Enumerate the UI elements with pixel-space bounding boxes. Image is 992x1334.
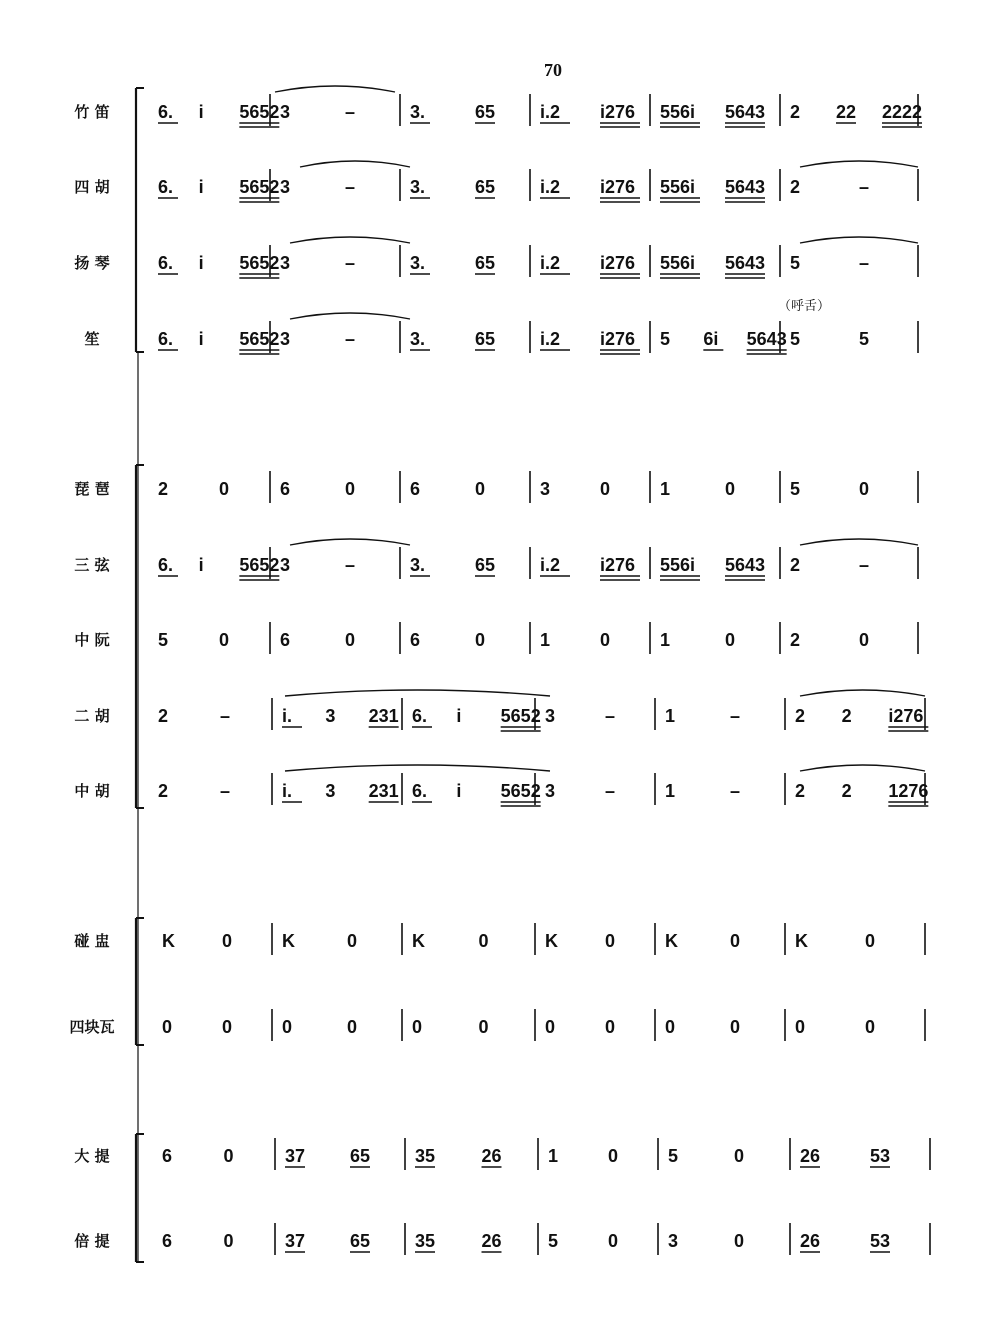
- note-group: 1: [665, 781, 676, 801]
- note-group: 22: [836, 102, 857, 122]
- note-group: 6.: [158, 177, 174, 197]
- note-group: 26: [800, 1146, 821, 1166]
- note-group: 0: [795, 1017, 806, 1037]
- slur: [800, 690, 925, 696]
- staff-row: [74, 1223, 930, 1255]
- note-group: –: [345, 329, 356, 349]
- note-group: i.: [282, 706, 293, 726]
- note-group: i.2: [540, 177, 561, 197]
- note-group: 65: [475, 102, 496, 122]
- note-group: 5652: [500, 781, 541, 801]
- slur: [300, 161, 410, 167]
- note-group: 2: [158, 781, 169, 801]
- note-group: 5: [790, 329, 801, 349]
- note-group: 1: [665, 706, 676, 726]
- slur: [275, 86, 395, 92]
- note-group: 6.: [158, 253, 174, 273]
- note-group: 0: [865, 931, 876, 951]
- note-group: 0: [347, 1017, 358, 1037]
- note-group: –: [345, 102, 356, 122]
- note-group: 231: [368, 781, 399, 801]
- note-group: 5652: [500, 706, 541, 726]
- slur: [285, 765, 550, 771]
- staff-row: [74, 773, 928, 806]
- note-group: 5643: [725, 253, 766, 273]
- note-group: 6: [162, 1146, 173, 1166]
- note-group: 0: [730, 1017, 741, 1037]
- note-group: 231: [368, 706, 399, 726]
- note-group: –: [605, 781, 616, 801]
- note-group: 6.: [158, 102, 174, 122]
- note-group: 3: [280, 555, 291, 575]
- instrument-label: 竹 笛: [74, 103, 110, 121]
- note-group: 0: [608, 1146, 619, 1166]
- note-group: 5652: [239, 329, 280, 349]
- note-group: 65: [350, 1231, 371, 1251]
- note-group: 53: [870, 1231, 891, 1251]
- note-group: i.2: [540, 253, 561, 273]
- staff-row: [74, 698, 928, 731]
- staff-row: [74, 169, 918, 202]
- note-group: i: [198, 102, 204, 122]
- note-group: 1276: [888, 781, 929, 801]
- note-group: 1: [660, 479, 671, 499]
- note-group: 6: [280, 479, 291, 499]
- note-group: i276: [600, 329, 636, 349]
- slur: [800, 161, 918, 167]
- note-group: i: [198, 329, 204, 349]
- note-group: 0: [600, 630, 611, 650]
- slur: [290, 237, 410, 243]
- note-group: 2: [841, 706, 852, 726]
- note-group: 53: [870, 1146, 891, 1166]
- note-group: 3: [540, 479, 551, 499]
- instrument-label: 二 胡: [74, 707, 110, 725]
- instrument-label: 四 胡: [74, 178, 110, 196]
- note-group: 556i: [660, 253, 696, 273]
- staff-row: [74, 622, 918, 654]
- note-group: K: [162, 931, 175, 951]
- note-group: 5652: [239, 177, 280, 197]
- note-group: –: [859, 253, 870, 273]
- note-group: 6.: [412, 706, 428, 726]
- note-group: 0: [734, 1146, 745, 1166]
- note-group: 5643: [725, 102, 766, 122]
- note-group: –: [220, 781, 231, 801]
- note-group: 0: [475, 630, 486, 650]
- note-group: 0: [725, 630, 736, 650]
- note-group: 556i: [660, 177, 696, 197]
- staff-row: [74, 1138, 930, 1170]
- note-group: 0: [162, 1017, 173, 1037]
- note-group: 35: [415, 1231, 436, 1251]
- note-group: 6: [410, 630, 421, 650]
- tongue-annotation: （呼舌）: [778, 299, 831, 314]
- note-group: –: [345, 177, 356, 197]
- note-group: 1: [540, 630, 551, 650]
- instrument-label: 三 弦: [74, 556, 110, 574]
- note-group: 0: [223, 1146, 234, 1166]
- note-group: 0: [478, 931, 489, 951]
- note-group: 0: [730, 931, 741, 951]
- note-group: 556i: [660, 555, 696, 575]
- note-group: i: [198, 253, 204, 273]
- note-group: 0: [859, 479, 870, 499]
- note-group: 37: [285, 1231, 306, 1251]
- note-group: K: [795, 931, 808, 951]
- note-group: 0: [605, 1017, 616, 1037]
- instrument-label: 琵 琶: [74, 480, 110, 498]
- note-group: 2: [841, 781, 852, 801]
- note-group: 5: [790, 253, 801, 273]
- staff-rows: [69, 86, 930, 1255]
- instrument-label: 碰 盅: [74, 932, 110, 950]
- slur: [290, 539, 410, 545]
- staff-row: [74, 94, 922, 127]
- note-group: 26: [481, 1146, 502, 1166]
- note-group: 3: [280, 253, 291, 273]
- note-group: 37: [285, 1146, 306, 1166]
- note-group: 65: [475, 329, 496, 349]
- page-number: 70: [544, 60, 562, 80]
- note-group: 2: [790, 177, 801, 197]
- instrument-label: 中 胡: [74, 782, 110, 800]
- note-group: i: [456, 781, 462, 801]
- note-group: i276: [600, 177, 636, 197]
- note-group: 6: [280, 630, 291, 650]
- note-group: K: [665, 931, 678, 951]
- note-group: 6i: [703, 329, 719, 349]
- note-group: 3.: [410, 329, 426, 349]
- note-group: –: [859, 555, 870, 575]
- note-group: 26: [481, 1231, 502, 1251]
- note-group: i.2: [540, 102, 561, 122]
- note-group: 3: [280, 177, 291, 197]
- note-group: –: [730, 706, 741, 726]
- note-group: i: [456, 706, 462, 726]
- slur: [800, 765, 925, 771]
- note-group: –: [730, 781, 741, 801]
- note-group: 0: [478, 1017, 489, 1037]
- note-group: K: [412, 931, 425, 951]
- note-group: 35: [415, 1146, 436, 1166]
- slur: [285, 690, 550, 696]
- note-group: 0: [545, 1017, 556, 1037]
- note-group: 0: [222, 1017, 233, 1037]
- note-group: 3.: [410, 102, 426, 122]
- note-group: 5652: [239, 555, 280, 575]
- note-group: 0: [475, 479, 486, 499]
- note-group: 65: [350, 1146, 371, 1166]
- instrument-label: 中 阮: [74, 631, 110, 649]
- note-group: K: [545, 931, 558, 951]
- instrument-label: 笙: [84, 330, 100, 348]
- note-group: i276: [600, 555, 636, 575]
- note-group: 3: [280, 102, 291, 122]
- note-group: 5652: [239, 253, 280, 273]
- note-group: 5: [660, 329, 671, 349]
- note-group: –: [605, 706, 616, 726]
- note-group: 0: [608, 1231, 619, 1251]
- note-group: i.: [282, 781, 293, 801]
- note-group: i276: [600, 102, 636, 122]
- note-group: 2: [790, 102, 801, 122]
- note-group: 0: [282, 1017, 293, 1037]
- slur: [800, 539, 918, 545]
- note-group: 0: [222, 931, 233, 951]
- note-group: 0: [665, 1017, 676, 1037]
- staff-row: [84, 321, 918, 354]
- note-group: 0: [734, 1231, 745, 1251]
- note-group: 0: [865, 1017, 876, 1037]
- note-group: 6.: [412, 781, 428, 801]
- note-group: 65: [475, 177, 496, 197]
- note-group: 5: [158, 630, 169, 650]
- note-group: 0: [347, 931, 358, 951]
- note-group: 0: [725, 479, 736, 499]
- note-group: 6: [162, 1231, 173, 1251]
- note-group: 6.: [158, 555, 174, 575]
- note-group: 556i: [660, 102, 696, 122]
- note-group: 0: [600, 479, 611, 499]
- note-group: 3: [545, 781, 556, 801]
- note-group: i276: [888, 706, 924, 726]
- note-group: –: [345, 555, 356, 575]
- note-group: 5643: [725, 177, 766, 197]
- note-group: 5643: [746, 329, 787, 349]
- note-group: 1: [660, 630, 671, 650]
- slur: [800, 237, 918, 243]
- staff-row: [69, 1009, 925, 1041]
- staff-row: [74, 245, 918, 278]
- note-group: 5: [668, 1146, 679, 1166]
- note-group: 5: [859, 329, 870, 349]
- note-group: 3: [668, 1231, 679, 1251]
- note-group: 2: [158, 706, 169, 726]
- note-group: 0: [219, 630, 230, 650]
- note-group: 2: [790, 555, 801, 575]
- note-group: 26: [800, 1231, 821, 1251]
- note-group: 0: [223, 1231, 234, 1251]
- staff-row: [74, 547, 918, 580]
- note-group: 3: [325, 706, 336, 726]
- note-group: i276: [600, 253, 636, 273]
- note-group: i.2: [540, 329, 561, 349]
- note-group: 0: [345, 479, 356, 499]
- instrument-label: 大 提: [74, 1147, 110, 1165]
- note-group: 0: [219, 479, 230, 499]
- note-group: 6.: [158, 329, 174, 349]
- note-group: 5: [548, 1231, 559, 1251]
- note-group: i: [198, 177, 204, 197]
- note-group: –: [345, 253, 356, 273]
- note-group: 1: [548, 1146, 559, 1166]
- staff-row: [74, 923, 925, 955]
- staff-row: [74, 471, 918, 503]
- note-group: 3.: [410, 177, 426, 197]
- note-group: –: [859, 177, 870, 197]
- note-group: 5652: [239, 102, 280, 122]
- note-group: 5: [790, 479, 801, 499]
- note-group: 0: [345, 630, 356, 650]
- note-group: 65: [475, 555, 496, 575]
- note-group: 0: [412, 1017, 423, 1037]
- slur: [290, 313, 410, 319]
- note-group: 2: [790, 630, 801, 650]
- note-group: 2: [795, 781, 806, 801]
- note-group: 3.: [410, 555, 426, 575]
- note-group: 3: [280, 329, 291, 349]
- note-group: 3.: [410, 253, 426, 273]
- note-group: K: [282, 931, 295, 951]
- note-group: 0: [859, 630, 870, 650]
- note-group: 3: [545, 706, 556, 726]
- group-brackets: [136, 88, 144, 1262]
- note-group: 0: [605, 931, 616, 951]
- note-group: –: [220, 706, 231, 726]
- note-group: 3: [325, 781, 336, 801]
- note-group: 2: [795, 706, 806, 726]
- note-group: 2222: [882, 102, 923, 122]
- note-group: 65: [475, 253, 496, 273]
- instrument-label: 扬 琴: [74, 254, 110, 272]
- note-group: i: [198, 555, 204, 575]
- note-group: 5643: [725, 555, 766, 575]
- instrument-label: 倍 提: [74, 1232, 110, 1250]
- note-group: 2: [158, 479, 169, 499]
- instrument-label: 四块瓦: [69, 1018, 115, 1036]
- note-group: i.2: [540, 555, 561, 575]
- note-group: 6: [410, 479, 421, 499]
